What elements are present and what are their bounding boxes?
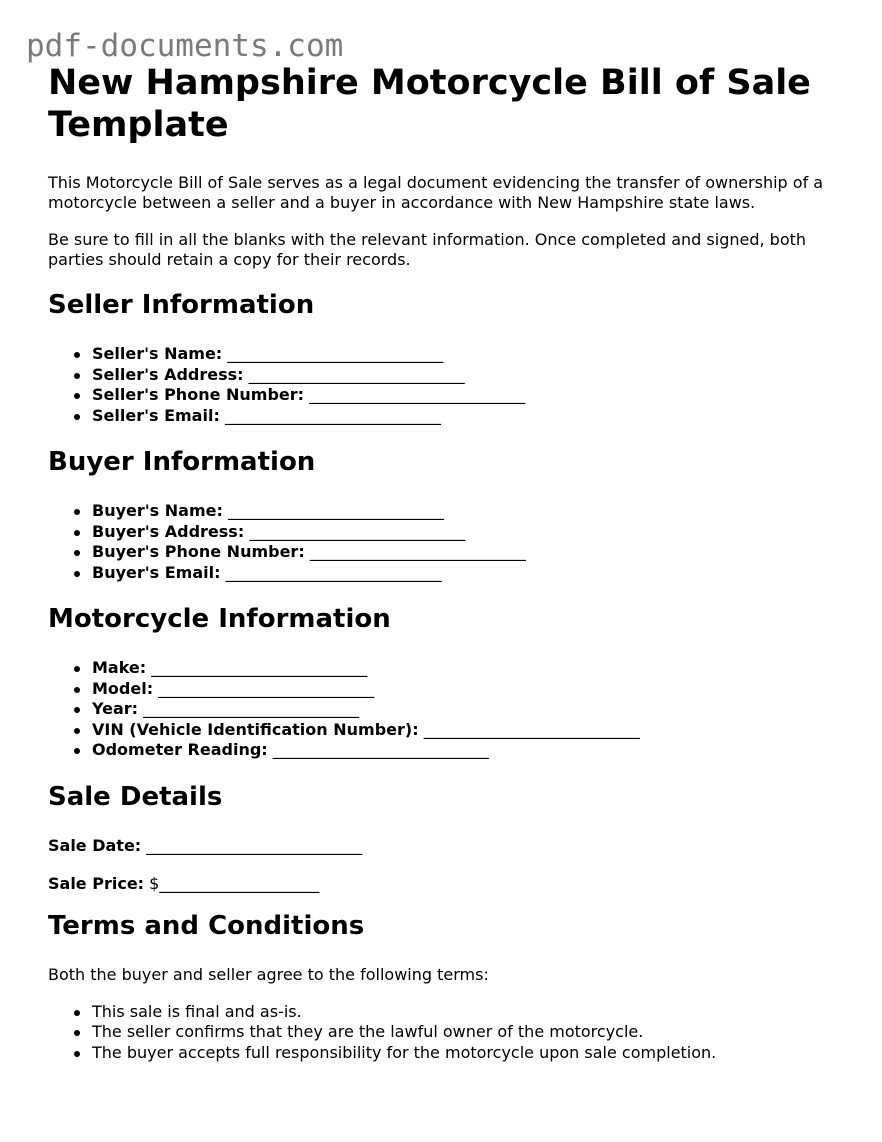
field-label: Buyer's Email:: [92, 562, 221, 582]
year-blank[interactable]: ___________________________: [143, 699, 360, 718]
field-label: Buyer's Name:: [92, 501, 223, 520]
sale-date-blank[interactable]: ___________________________: [146, 835, 363, 855]
odometer-blank[interactable]: ___________________________: [272, 740, 489, 759]
terms-item: This sale is final and as-is.: [92, 1002, 848, 1023]
buyer-name-field: [92, 501, 848, 522]
intro-paragraph-1: This Motorcycle Bill of Sale serves as a legal document evidencing the transfer of ownership of a motorcycle between a seller and a buyer in accordance with New Hampshire state laws.: [48, 173, 824, 212]
terms-heading: Terms and Conditions: [48, 910, 365, 941]
buyer-address-blank[interactable]: ___________________________: [249, 521, 466, 541]
seller-address-blank[interactable]: ___________________________: [248, 364, 465, 384]
field-label: Odometer Reading:: [92, 740, 268, 759]
field-label: Seller's Email:: [92, 405, 220, 425]
make-blank[interactable]: ___________________________: [151, 658, 368, 677]
sale-date-line: [48, 836, 848, 856]
seller-name-field: [92, 344, 848, 365]
terms-item: The buyer accepts full responsibility for the motorcycle upon sale completion.: [92, 1043, 848, 1064]
field-label: Seller's Phone Number:: [92, 385, 305, 404]
buyer-email-field: [92, 563, 848, 584]
odometer-field: [92, 740, 848, 761]
buyer-email-blank[interactable]: ___________________________: [225, 562, 442, 582]
sale-price-blank[interactable]: $____________________: [149, 873, 320, 893]
field-label: Seller's Address:: [92, 364, 244, 384]
model-field: [92, 679, 848, 700]
page-title: New Hampshire Motorcycle Bill of Sale Template: [48, 63, 811, 145]
model-blank[interactable]: ___________________________: [158, 678, 375, 698]
seller-name-blank[interactable]: ___________________________: [227, 344, 444, 363]
buyer-address-field: [92, 522, 848, 543]
vin-blank[interactable]: ___________________________: [423, 719, 640, 739]
motorcycle-heading: Motorcycle Information: [48, 604, 391, 634]
seller-email-field: [92, 406, 848, 427]
sale-details-heading: Sale Details: [48, 781, 223, 812]
buyer-phone-blank[interactable]: ___________________________: [309, 542, 526, 561]
year-field: [92, 699, 848, 720]
field-label: Seller's Name:: [92, 344, 223, 363]
field-label: Year:: [92, 699, 139, 718]
seller-email-blank[interactable]: ___________________________: [224, 405, 441, 425]
sale-date-label: Sale Date:: [48, 835, 142, 855]
motorcycle-fields-list: [48, 658, 848, 761]
buyer-fields-list: [48, 501, 848, 583]
make-field: [92, 658, 848, 679]
seller-address-field: [92, 365, 848, 386]
terms-list: [48, 1002, 848, 1064]
seller-heading: Seller Information: [48, 290, 315, 320]
sale-price-line: [48, 874, 848, 894]
sale-price-label: Sale Price:: [48, 873, 145, 893]
seller-phone-field: [92, 385, 848, 406]
field-label: Model:: [92, 678, 154, 698]
intro-paragraph-2: Be sure to fill in all the blanks with the relevant information. Once completed and signed, both parties should retain a copy for their records.: [48, 230, 807, 269]
seller-fields-list: [48, 344, 848, 426]
document-page: [48, 62, 848, 1063]
terms-intro: Both the buyer and seller agree to the following terms:: [48, 964, 489, 984]
buyer-phone-field: [92, 542, 848, 563]
field-label: Buyer's Phone Number:: [92, 542, 305, 561]
field-label: Buyer's Address:: [92, 521, 245, 541]
vin-field: [92, 720, 848, 741]
seller-phone-blank[interactable]: ___________________________: [309, 385, 526, 404]
buyer-name-blank[interactable]: ___________________________: [227, 501, 444, 520]
field-label: VIN (Vehicle Identification Number):: [92, 719, 419, 739]
field-label: Make:: [92, 658, 147, 677]
buyer-heading: Buyer Information: [48, 447, 316, 477]
terms-item: The seller confirms that they are the lawful owner of the motorcycle.: [92, 1022, 848, 1043]
watermark: pdf-documents.com: [26, 28, 344, 64]
